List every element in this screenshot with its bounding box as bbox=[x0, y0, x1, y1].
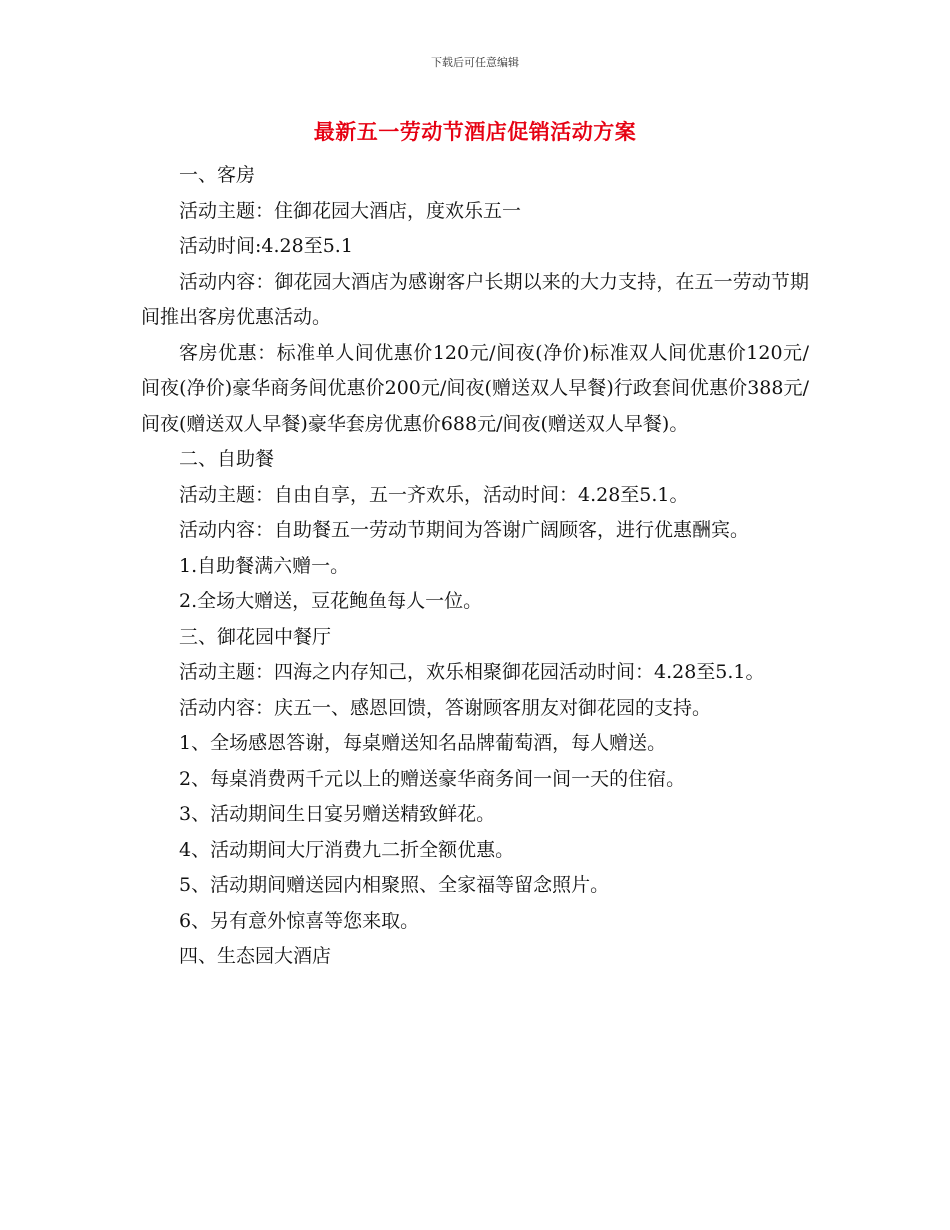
section-heading-buffet: 二、自助餐 bbox=[179, 448, 275, 470]
list-item: 3、活动期间生日宴另赠送精致鲜花。 bbox=[179, 803, 496, 825]
list-item: 2、每桌消费两千元以上的赠送豪华商务间一间一天的住宿。 bbox=[179, 767, 686, 790]
list-item: 1、全场感恩答谢，每桌赠送知名品牌葡萄酒，每人赠送。 bbox=[179, 732, 667, 754]
list-item: 1.自助餐满六赠一。 bbox=[179, 554, 350, 577]
section-heading-eco-hotel: 四、生态园大酒店 bbox=[179, 945, 332, 967]
list-item: 2.全场大赠送，豆花鲍鱼每人一位。 bbox=[179, 590, 483, 612]
paragraph: 活动内容：御花园大酒店为感谢客户长期以来的大力支持，在五一劳动节期间推出客房优惠活动。 bbox=[141, 270, 809, 328]
section-heading-chinese-restaurant: 三、御花园中餐厅 bbox=[179, 625, 332, 648]
list-item: 4、活动期间大厅消费九二折全额优惠。 bbox=[179, 838, 515, 861]
paragraph: 活动主题：住御花园大酒店，度欢乐五一 bbox=[179, 199, 522, 222]
paragraph: 活动内容：庆五一、感恩回馈，答谢顾客朋友对御花园的支持。 bbox=[179, 696, 712, 719]
header-note: 下载后可任意编辑 bbox=[431, 56, 519, 69]
section-heading-rooms: 一、客房 bbox=[179, 164, 256, 186]
list-item: 6、另有意外惊喜等您来取。 bbox=[179, 909, 420, 932]
paragraph: 活动主题：四海之内存知己，欢乐相聚御花园活动时间：4.28至5.1。 bbox=[179, 661, 765, 683]
document-body bbox=[141, 158, 809, 975]
list-item: 5、活动期间赠送园内相聚照、全家福等留念照片。 bbox=[179, 874, 610, 896]
paragraph: 客房优惠：标准单人间优惠价120元/间夜(净价)标准双人间优惠价120元/间夜(净价)豪华商务间优惠价200元/间夜(赠送双人早餐)行政套间优惠价388元/间夜(赠送双人早餐)豪华套房优惠价688元/间夜(赠送双人早餐)。 bbox=[141, 341, 809, 435]
paragraph: 活动内容：自助餐五一劳动节期间为答谢广阔顾客，进行优惠酬宾。 bbox=[179, 519, 750, 541]
paragraph: 活动时间:4.28至5.1 bbox=[179, 235, 353, 257]
paragraph: 活动主题：自由自享，五一齐欢乐，活动时间：4.28至5.1。 bbox=[179, 483, 689, 506]
document-title: 最新五一劳动节酒店促销活动方案 bbox=[313, 120, 637, 144]
